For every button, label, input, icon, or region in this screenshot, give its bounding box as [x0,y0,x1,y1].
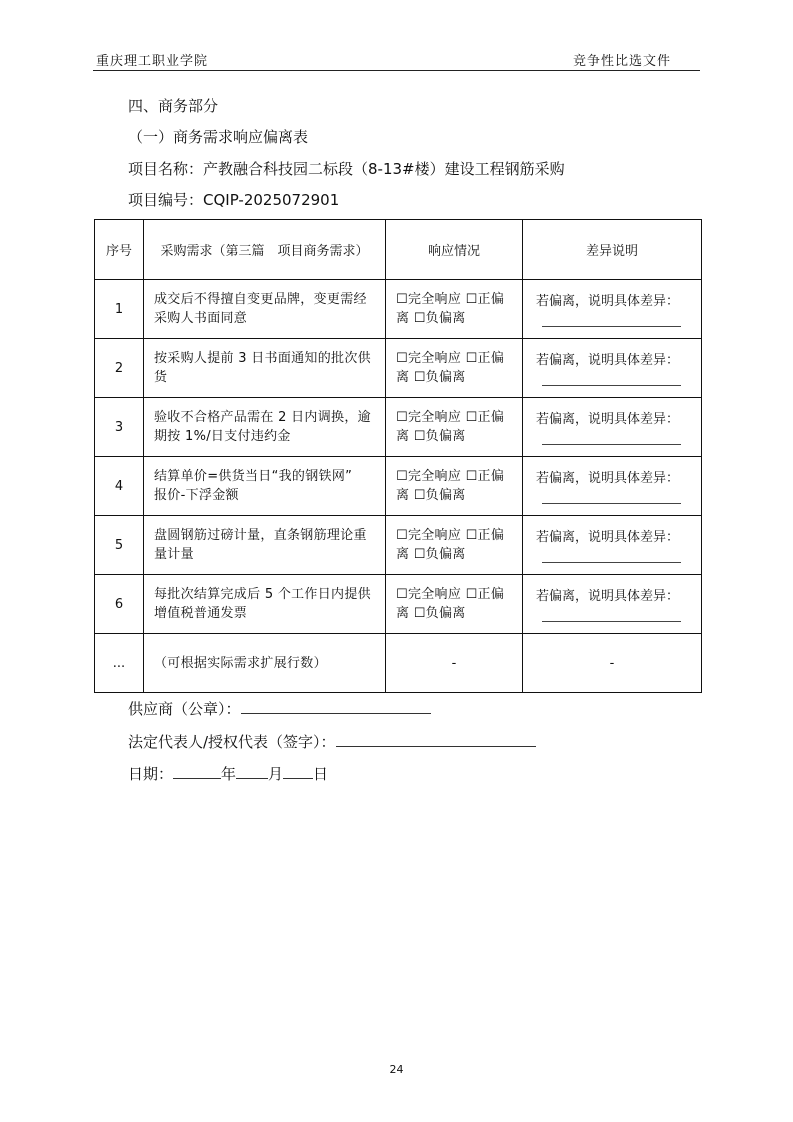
day-label: 日 [313,765,329,783]
row-number: 5 [95,516,144,575]
response-line[interactable]: ☐完全响应 ☐正偏 [396,351,505,366]
response-line[interactable]: 离 ☐负偏离 [396,488,466,503]
representative-signature-label: 法定代表人/授权代表（签字）： [128,733,336,751]
response-line[interactable]: 离 ☐负偏离 [396,370,466,385]
project-code: 项目编号：CQIP-2025072901 [128,191,340,209]
difference-blank-line[interactable] [542,370,681,386]
difference-prompt: 若偏离，说明具体差异： [536,529,680,545]
requirement-line: 增值税普通发票 [154,606,248,621]
difference-cell[interactable] [523,339,702,398]
representative-signature-line [128,730,536,752]
difference-blank-line[interactable] [542,547,681,563]
month-blank[interactable] [236,762,268,779]
response-line[interactable]: ☐完全响应 ☐正偏 [396,469,505,484]
difference-prompt: 若偏离，说明具体差异： [536,293,680,309]
supplier-seal-line [128,697,431,719]
response-line[interactable]: ☐完全响应 ☐正偏 [396,587,505,602]
requirement-line: 每批次结算完成后 5 个工作日内提供 [154,587,371,602]
header-organization: 重庆理工职业学院 [96,54,209,69]
date-line [128,762,328,784]
header-cell-no: 序号 [95,220,144,280]
table-row [95,575,702,634]
difference-blank-line[interactable] [542,488,681,504]
row-number: ... [95,634,144,693]
difference-cell[interactable] [523,457,702,516]
requirement-line: 结算单价=供货当日“我的钢铁网” [154,469,353,484]
requirement-cell [144,339,386,398]
header-document-type: 竞争性比选文件 [572,54,671,69]
header-divider [93,70,700,71]
page-number: 24 [389,1063,404,1076]
project-name: 项目名称：产教融合科技园二标段（8-13#楼）建设工程钢筋采购 [128,160,565,178]
table-title: （一）商务需求响应偏离表 [128,128,309,146]
response-options[interactable] [386,575,523,634]
difference-prompt: 若偏离，说明具体差异： [536,588,680,604]
representative-signature-blank[interactable] [336,730,536,747]
difference-blank-line[interactable] [542,429,681,445]
difference-cell[interactable] [523,516,702,575]
year-label: 年 [221,765,237,783]
requirement-cell [144,575,386,634]
table-row [95,339,702,398]
requirement-line: 货 [154,370,168,385]
difference-prompt: 若偏离，说明具体差异： [536,470,680,486]
difference-prompt: 若偏离，说明具体差异： [536,411,680,427]
response-line[interactable]: 离 ☐负偏离 [396,429,466,444]
response-line[interactable]: 离 ☐负偏离 [396,606,466,621]
table-row [95,516,702,575]
response-line[interactable]: ☐完全响应 ☐正偏 [396,528,505,543]
response-line[interactable]: ☐完全响应 ☐正偏 [396,292,505,307]
response-options[interactable] [386,280,523,339]
response-options[interactable] [386,398,523,457]
header-cell-response: 响应情况 [386,220,523,280]
requirement-line: 报价-下浮金额 [154,488,239,503]
table-row [95,280,702,339]
requirement-cell [144,280,386,339]
requirement-line: 按采购人提前 3 日书面通知的批次供 [154,351,371,366]
requirement-cell [144,398,386,457]
requirement-line: 量计量 [154,547,194,562]
month-label: 月 [268,765,284,783]
response-options[interactable] [386,457,523,516]
table-row-extend [95,634,702,693]
requirement-cell [144,516,386,575]
section-title: 四、商务部分 [128,97,219,115]
difference-prompt: 若偏离，说明具体差异： [536,352,680,368]
row-number: 3 [95,398,144,457]
header-cell-requirement: 采购需求（第三篇 项目商务需求） [144,220,386,280]
difference-blank-line[interactable] [542,311,681,327]
header-cell-difference: 差异说明 [523,220,702,280]
response-line[interactable]: 离 ☐负偏离 [396,547,466,562]
response-line[interactable]: ☐完全响应 ☐正偏 [396,410,505,425]
row-number: 4 [95,457,144,516]
response-dash: - [386,634,523,693]
extend-rows-note: （可根据实际需求扩展行数） [144,634,386,693]
supplier-seal-blank[interactable] [241,697,431,714]
table-header-row [95,220,702,280]
table-row [95,398,702,457]
difference-blank-line[interactable] [542,606,681,622]
requirement-line: 验收不合格产品需在 2 日内调换，逾 [154,410,371,425]
requirement-line: 采购人书面同意 [154,311,248,326]
response-options[interactable] [386,339,523,398]
requirement-line: 期按 1%/日支付违约金 [154,429,291,444]
requirement-line: 盘圆钢筋过磅计量，直条钢筋理论重 [154,528,367,543]
row-number: 2 [95,339,144,398]
response-line[interactable]: 离 ☐负偏离 [396,311,466,326]
date-label: 日期： [128,765,174,783]
difference-dash: - [523,634,702,693]
day-blank[interactable] [283,762,313,779]
table-row [95,457,702,516]
response-options[interactable] [386,516,523,575]
requirement-cell [144,457,386,516]
requirement-line: 成交后不得擅自变更品牌，变更需经 [154,292,367,307]
year-blank[interactable] [173,762,221,779]
difference-cell[interactable] [523,575,702,634]
row-number: 6 [95,575,144,634]
supplier-seal-label: 供应商（公章）： [128,700,241,718]
difference-cell[interactable] [523,280,702,339]
row-number: 1 [95,280,144,339]
difference-cell[interactable] [523,398,702,457]
deviation-table [94,219,702,693]
